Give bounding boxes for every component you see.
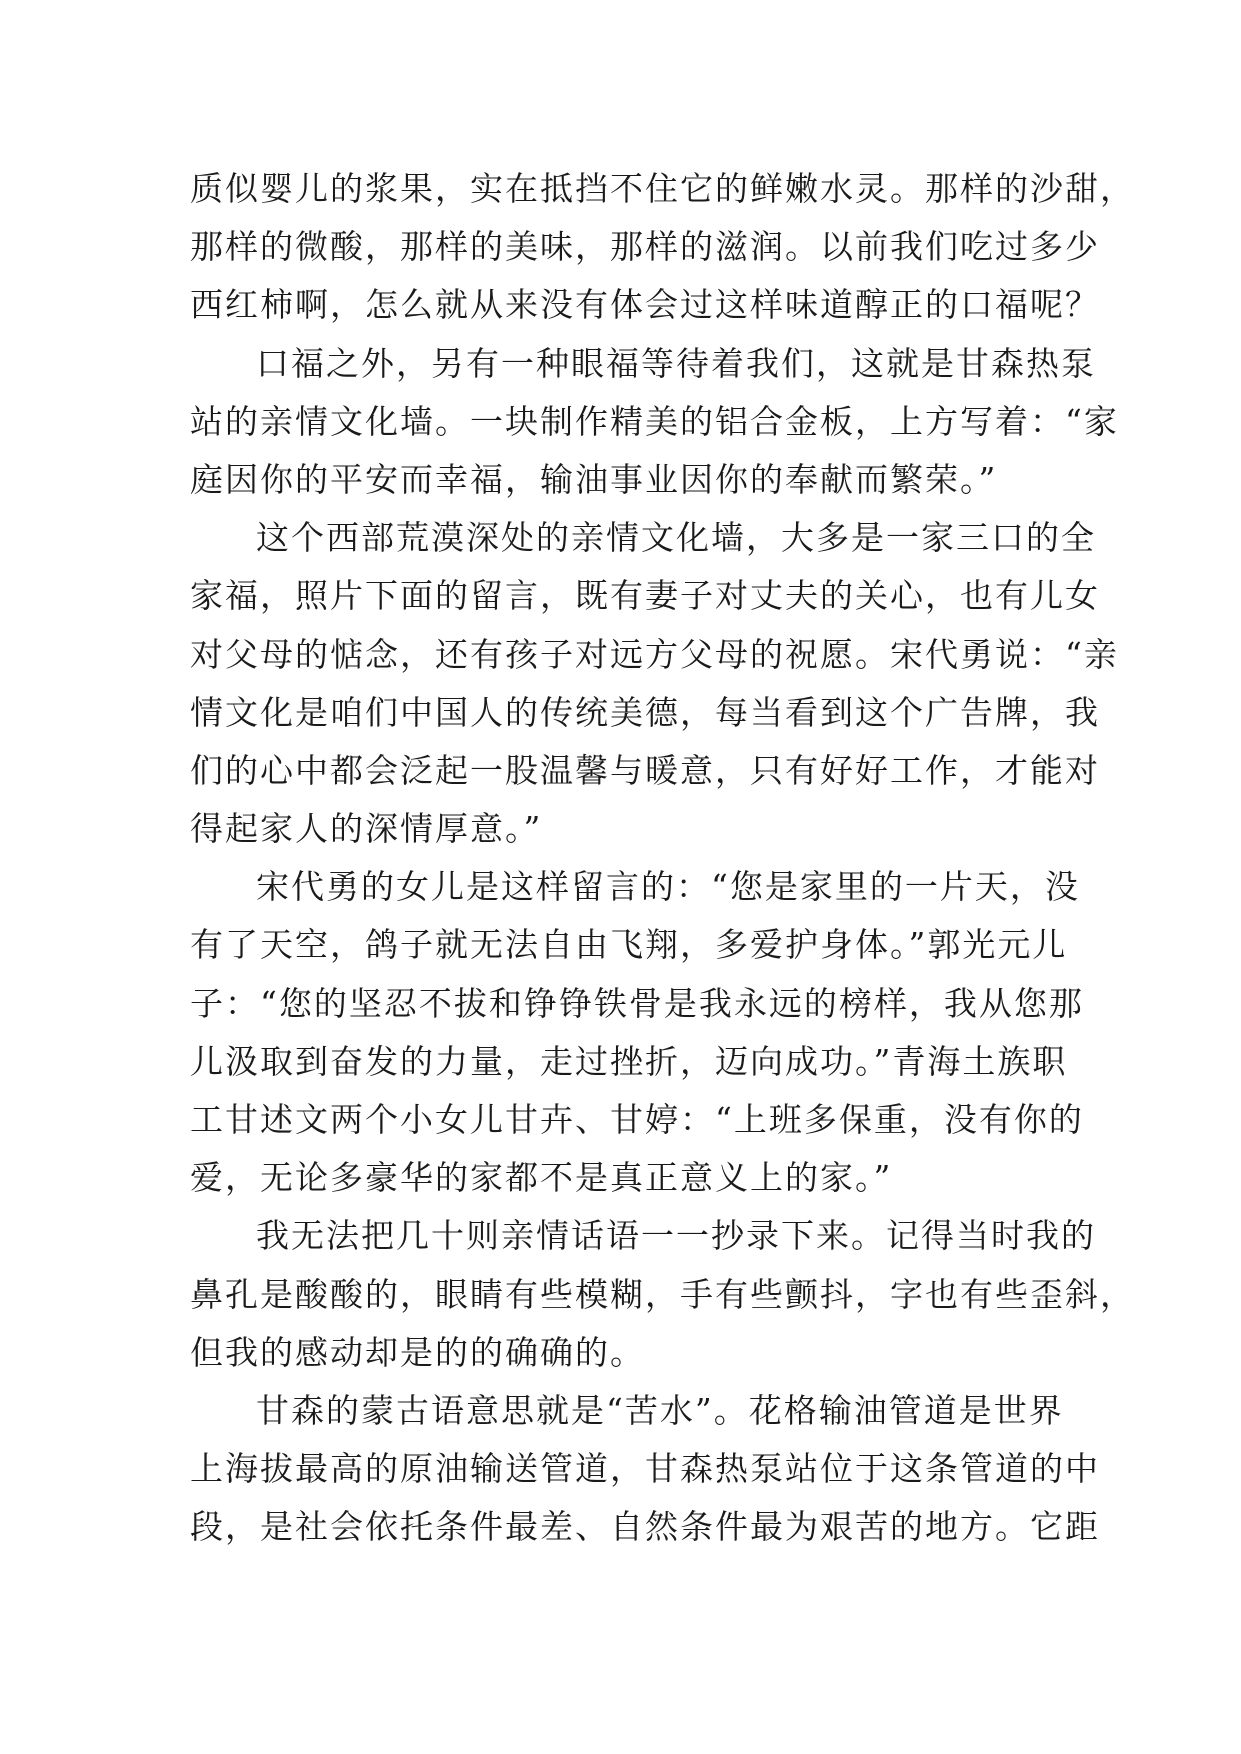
paragraph: [190, 335, 1119, 510]
text-line: 站的亲情文化墙。一块制作精美的铝合金板，上方写着：“家: [190, 401, 1119, 441]
text-line: 口福之外，另有一种眼福等待着我们，这就是甘森热泵: [256, 343, 1096, 383]
text-line: 这个西部荒漠深处的亲情文化墙，大多是一家三口的全: [256, 518, 1096, 558]
paragraph: [190, 160, 1135, 335]
text-line: 鼻孔是酸酸的，眼睛有些模糊，手有些颤抖，字也有些歪斜，: [190, 1274, 1135, 1314]
text-line: 家福，照片下面的留言，既有妻子对丈夫的关心，也有儿女: [190, 576, 1100, 616]
text-line: 甘森的蒙古语意思就是“苦水”。花格输油管道是世界: [256, 1390, 1064, 1430]
text-line: 西红柿啊，怎么就从来没有体会过这样味道醇正的口福呢？: [190, 285, 1100, 325]
text-line: 对父母的惦念，还有孩子对远方父母的祝愿。宋代勇说：“亲: [190, 634, 1119, 674]
text-line: 段，是社会依托条件最差、自然条件最为艰苦的地方。它距: [190, 1507, 1100, 1547]
text-line: 但我的感动却是的的确确的。: [190, 1332, 645, 1372]
paragraph: [190, 1382, 1100, 1557]
text-line: 工甘述文两个小女儿甘卉、甘婷：“上班多保重，没有你的: [190, 1100, 1084, 1139]
text-line: 宋代勇的女儿是这样留言的：“您是家里的一片天，没: [256, 867, 1080, 907]
text-line: 们的心中都会泛起一股温馨与暖意，只有好好工作，才能对: [190, 750, 1100, 790]
text-line: 爱，无论多豪华的家都不是真正意义上的家。”: [190, 1158, 893, 1198]
text-line: 那样的微酸，那样的美味，那样的滋润。以前我们吃过多少: [190, 227, 1100, 267]
text-line: 上海拔最高的原油输送管道，甘森热泵站位于这条管道的中: [190, 1449, 1100, 1489]
paragraph: [190, 1207, 1135, 1382]
body-text: [190, 160, 1135, 1557]
text-line: 得起家人的深情厚意。”: [190, 809, 543, 849]
text-line: 庭因你的平安而幸福，输油事业因你的奉献而繁荣。”: [190, 459, 998, 499]
paragraph: [190, 509, 1119, 858]
text-line: 有了天空，鸽子就无法自由飞翔，多爱护身体。”郭光元儿: [190, 925, 1068, 965]
text-line: 质似婴儿的浆果，实在抵挡不住它的鲜嫩水灵。那样的沙甜，: [190, 169, 1135, 208]
text-line: 情文化是咱们中国人的传统美德，每当看到这个广告牌，我: [190, 692, 1100, 732]
text-line: 子：“您的坚忍不拔和铮铮铁骨是我永远的榜样，我从您那: [190, 983, 1084, 1023]
paragraph: [190, 858, 1084, 1207]
text-line: 儿汲取到奋发的力量，走过挫折，迈向成功。”青海土族职: [190, 1041, 1068, 1081]
text-line: 我无法把几十则亲情话语一一抄录下来。记得当时我的: [256, 1216, 1096, 1256]
